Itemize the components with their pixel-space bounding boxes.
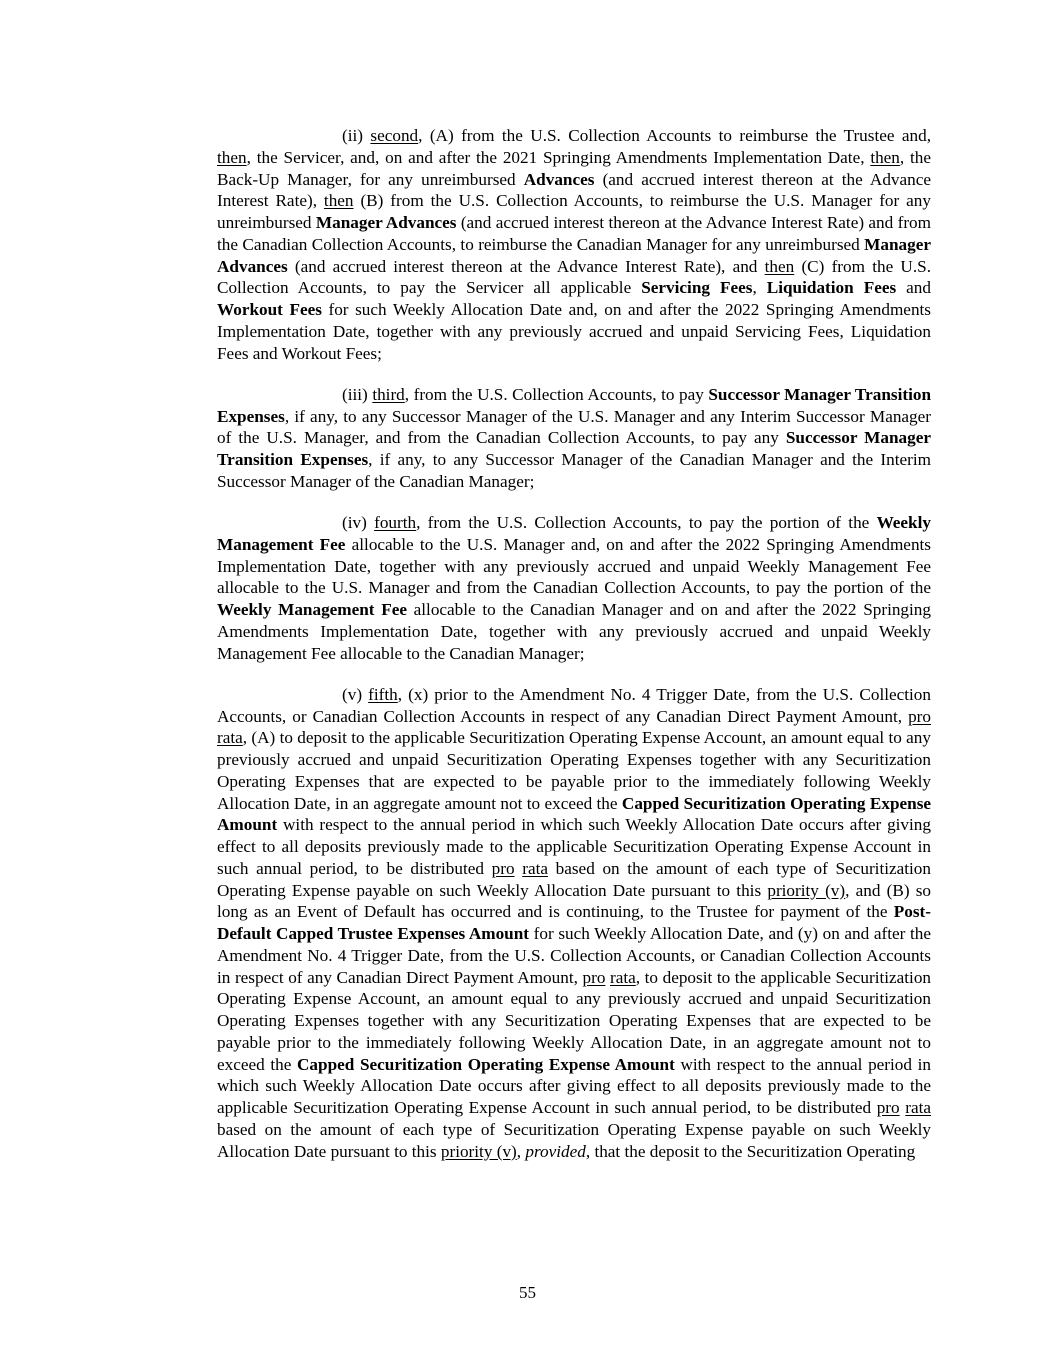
text-run: , that the deposit to the Securitization Operating <box>585 1141 916 1161</box>
text-run: Advances <box>523 169 595 189</box>
text-run: rata <box>522 858 548 878</box>
text-run: Servicing Fees <box>641 278 753 298</box>
text-run: fourth <box>374 513 417 532</box>
paragraph-iii <box>217 384 931 493</box>
text-run: , if any, to any Successor Manager of the U.S. Manager and any Interim Successor Manager of the U.S. Manager, and from the Canadian Collection Accounts, to pay any <box>217 406 931 448</box>
text-run: (iii) <box>342 384 373 404</box>
text-run: rata <box>905 1098 932 1117</box>
text-run: pro <box>876 1098 900 1117</box>
text-run: priority (v) <box>767 880 846 900</box>
paragraph-v <box>217 684 931 1163</box>
text-run: pro <box>491 858 515 878</box>
text-run: with respect to the annual period in which such Weekly Allocation Date occurs after giving effect to all deposits previously made to the applicable Securitization Operating Expense Account in such annual period, to be distributed <box>217 1054 932 1117</box>
text-run: Weekly Management Fee <box>217 513 931 554</box>
text-run: , the Servicer, and, on and after the 2021 Springing Amendments Implementation Date, <box>246 147 871 167</box>
text-run: (C) from the U.S. Collection Accounts, to pay the Servicer all applicable <box>217 256 931 298</box>
text-run: allocable to the U.S. Manager and, on and after the 2022 Springing Amendments Implementation Date, together with any previously accrued and unpaid Weekly Management Fee allocable to the U.S. Manager and from the Canadian Collection Accounts, to pay the portion of the <box>217 534 931 598</box>
text-run: pro <box>582 967 606 987</box>
text-run: third <box>372 384 405 404</box>
text-run: , (A) from the U.S. Collection Accounts to reimburse the Trustee and, <box>418 126 932 145</box>
text-run: , to deposit to the applicable Securitization Operating Expense Account, an amount equal to any previously accrued and unpaid Securitization Operating Expenses together with any Securitization Operating Expenses that are expected to be payable prior to the immediately following Weekly Allocation Date, in an aggregate amount not to exceed the <box>217 967 932 1074</box>
text-run: priority (v) <box>440 1141 517 1161</box>
text-run: then <box>764 256 795 276</box>
text-run: rata <box>610 967 636 987</box>
text-run: Manager Advances <box>315 213 457 232</box>
text-run: (B) from the U.S. Collection Accounts, to reimburse the U.S. Manager for any unreimbursed <box>217 191 931 232</box>
page-number: 55 <box>519 1283 536 1302</box>
text-run: for such Weekly Allocation Date and, on and after the 2022 Springing Amendments Implementation Date, together with any previously accrued and unpaid Servicing Fees, Liquidation Fees and Workout Fees; <box>217 300 931 363</box>
text-run: with respect to the annual period in which such Weekly Allocation Date occurs after giving effect to all deposits previously made to the applicable Securitization Operating Expense Account in such annual period, to be distributed <box>217 815 931 878</box>
text-run: (v) <box>342 684 369 704</box>
text-run: Manager Advances <box>217 234 931 276</box>
text-run: Post-Default Capped Trustee Expenses Amount <box>217 902 931 943</box>
text-run: , from the U.S. Collection Accounts, to pay <box>404 384 709 404</box>
text-run: fifth <box>368 684 398 704</box>
text-run: allocable to the Canadian Manager and on and after the 2022 Springing Amendments Implementation Date, together with any previously accrued and unpaid Weekly Management Fee allocable to the Canadian Manager; <box>217 600 931 663</box>
text-run: rata <box>217 728 243 748</box>
text-run: Weekly Management Fee <box>217 600 407 619</box>
text-run: , (A) to deposit to the applicable Securitization Operating Expense Account, an amount equal to any previously accrued and unpaid Securitization Operating Expenses together with any Securitization Operating Expenses that are expected to be payable prior to the immediately following Weekly Allocation Date, in an aggregate amount not to exceed the <box>217 728 931 813</box>
text-run: Successor Manager Transition Expenses <box>217 384 931 426</box>
text-run: (and accrued interest thereon at the Advance Interest Rate), <box>217 169 931 211</box>
text-run: pro <box>908 706 931 726</box>
text-run: second <box>370 126 419 145</box>
text-run: based on the amount of each type of Securitization Operating Expense payable on such Weekly Allocation Date pursuant to this <box>217 1119 931 1161</box>
text-run: Liquidation Fees <box>766 278 897 298</box>
text-run: (and accrued interest thereon at the Advance Interest Rate) and from the Canadian Collection Accounts, to reimburse the Canadian Manager for any unreimbursed <box>217 213 932 254</box>
text-run: , (x) prior to the Amendment No. 4 Trigger Date, from the U.S. Collection Accounts, or Canadian Collection Accounts in respect of any Canadian Direct Payment Amount, <box>217 684 931 726</box>
text-run: Workout Fees <box>217 300 322 319</box>
text-run: for such Weekly Allocation Date, and (y) on and after the Amendment No. 4 Trigger Date, from the U.S. Collection Accounts, or Canadian Collection Accounts in respect of any Canadian Direct Payment Amount, <box>217 924 931 987</box>
text-run: then <box>217 147 247 167</box>
text-run: (iv) <box>342 513 375 532</box>
paragraph-iv <box>217 512 931 664</box>
text-run: , the Back-Up Manager, for any unreimbursed <box>217 147 932 189</box>
text-run: Capped Securitization Operating Expense Amount <box>217 793 932 835</box>
text-run: then <box>870 147 900 167</box>
text-run: (and accrued interest thereon at the Advance Interest Rate), and <box>287 256 765 276</box>
text-run: based on the amount of each type of Securitization Operating Expense payable on such Weekly Allocation Date pursuant to this <box>217 858 931 900</box>
paragraph-ii <box>217 125 931 364</box>
text-run: , from the U.S. Collection Accounts, to pay the portion of the <box>416 513 877 532</box>
text-run: provided <box>525 1141 586 1161</box>
text-run: then <box>323 191 354 211</box>
text-run: Capped Securitization Operating Expense Amount <box>297 1054 675 1074</box>
text-run: , <box>516 1141 526 1161</box>
text-run: , and (B) so long as an Event of Default has occurred and is continuing, to the Trustee for payment of the <box>217 880 932 922</box>
text-run: , if any, to any Successor Manager of the Canadian Manager and the Interim Successor Manager of the Canadian Manager; <box>217 450 931 491</box>
text-run: (ii) <box>342 126 371 145</box>
document-body <box>217 125 931 1182</box>
text-run: and <box>896 278 931 298</box>
text-run: , <box>752 278 767 298</box>
text-run: Successor Manager Transition Expenses <box>217 428 931 469</box>
